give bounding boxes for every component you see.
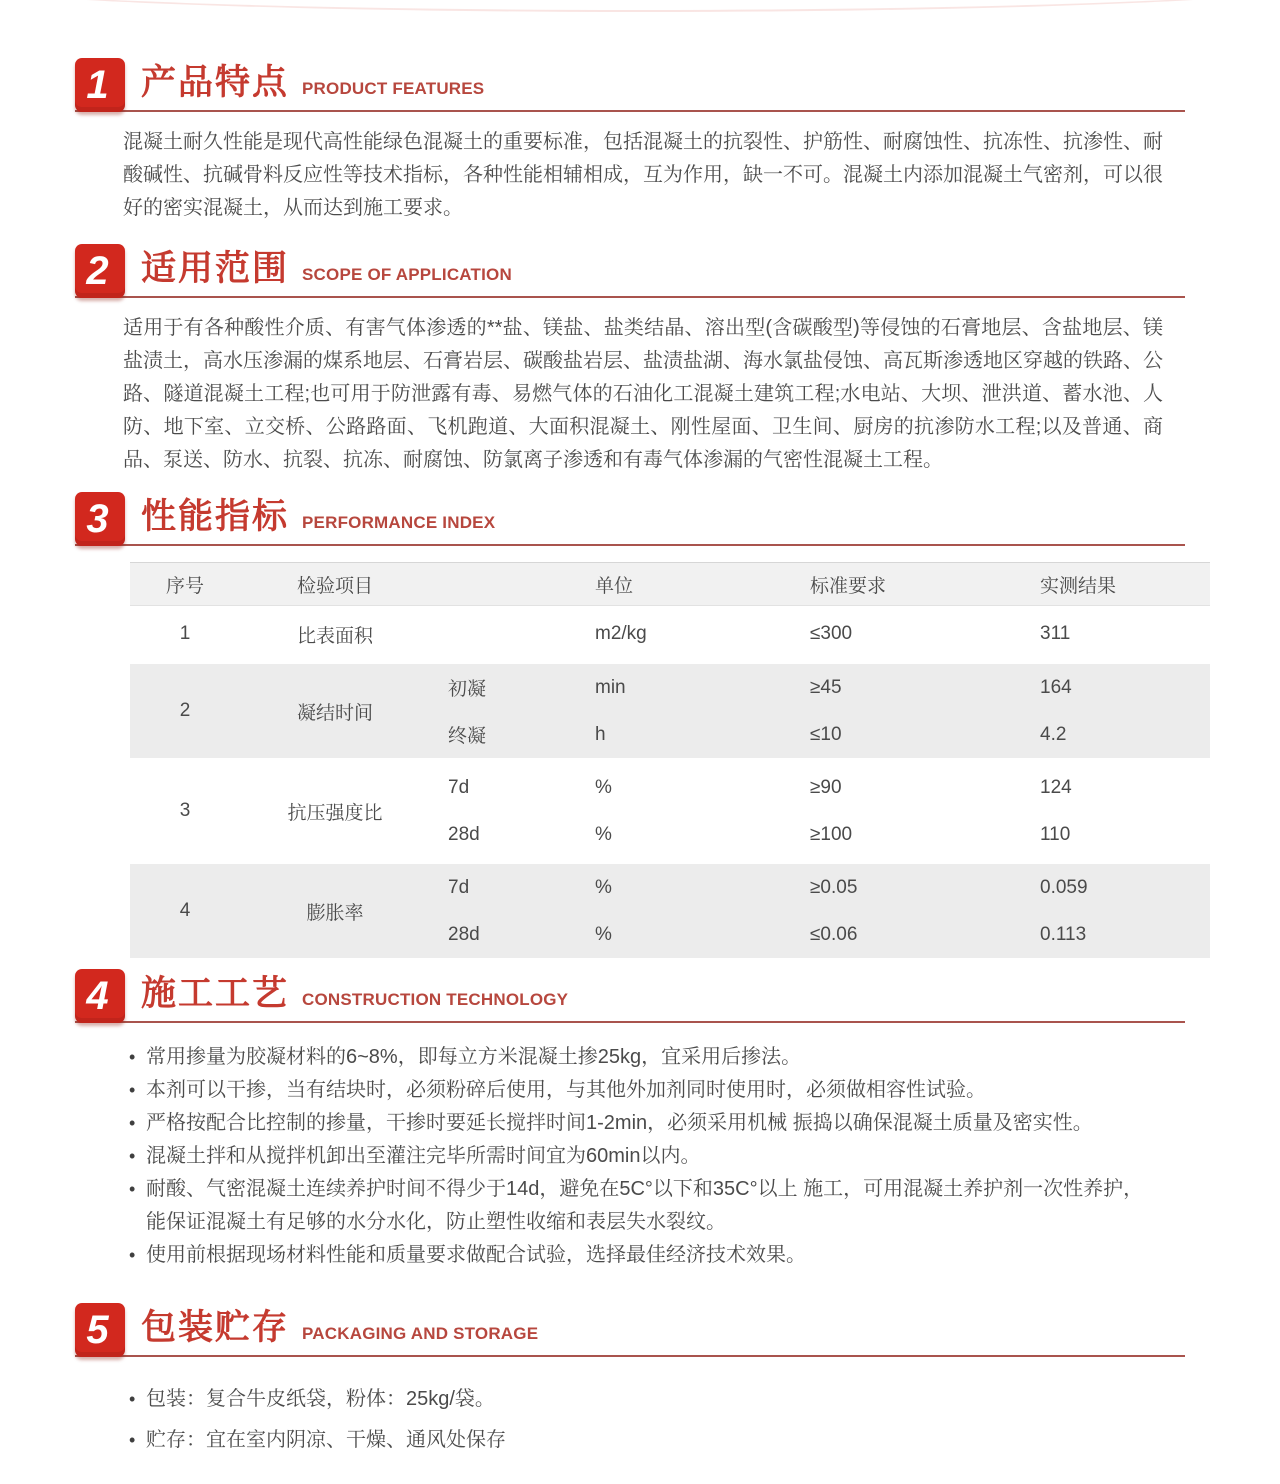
list-item: • 严格按配合比控制的掺量，干掺时要延长搅拌时间1-2min，必须采用机械 振捣以确保混凝土质量及密实性。 — [127, 1107, 1157, 1140]
section-number-badge — [75, 1303, 125, 1357]
section-titles — [141, 241, 512, 296]
section-title-zh: 性能指标 — [141, 497, 290, 536]
cell-sub: 终凝 — [448, 726, 487, 747]
cell-no: 4 — [179, 900, 191, 921]
cell-result: 124 — [1040, 776, 1072, 798]
cell-result: 0.059 — [1040, 876, 1088, 898]
cell-sub: 28d — [448, 923, 480, 945]
table-row — [130, 864, 1210, 958]
cell-sub: 7d — [448, 776, 470, 798]
list-item: • 耐酸、气密混凝土连续养护时间不得少于14d，避免在5C°以下和35C°以上 施工，可用混凝土养护剂一次性养护，能保证混凝土有足够的水分水化，防止塑性收缩和表层失水裂纹。 — [127, 1173, 1157, 1239]
cell-unit: % — [595, 923, 612, 945]
section-number-badge — [75, 969, 125, 1023]
cell-sub: 7d — [448, 876, 470, 898]
cell-req: ≤300 — [810, 623, 853, 644]
cell-req: ≥45 — [810, 676, 842, 698]
section-title-en: SCOPE OF APPLICATION — [302, 265, 512, 284]
table-row — [130, 610, 1210, 658]
cell-no: 3 — [179, 800, 191, 821]
col-header-unit: 单位 — [595, 575, 634, 597]
list-item: • 本剂可以干掺，当有结块时，必须粉碎后使用，与其他外加剂同时使用时，必须做相容性试验。 — [127, 1074, 1157, 1107]
cell-item: 膨胀率 — [306, 902, 364, 924]
cell-sub: 初凝 — [448, 679, 487, 700]
section-packaging-storage — [75, 1300, 1280, 1457]
cell-req: ≤0.06 — [810, 923, 858, 945]
cell-no: 2 — [179, 700, 191, 721]
col-header-result: 实测结果 — [1040, 575, 1117, 597]
list-item: • 常用掺量为胶凝材料的6~8%，即每立方米混凝土掺25kg，宜采用后掺法。 — [127, 1041, 1157, 1074]
section-header — [75, 966, 1185, 1023]
section-title-en: PRODUCT FEATURES — [302, 79, 485, 98]
section-product-features — [75, 0, 1280, 225]
section-number-badge — [75, 492, 125, 546]
section-title-zh: 适用范围 — [141, 249, 290, 288]
section-header — [75, 489, 1185, 546]
section-titles — [141, 966, 568, 1021]
cell-unit: m2/kg — [595, 623, 647, 644]
section-titles — [141, 489, 495, 544]
cell-result: 4.2 — [1040, 723, 1067, 745]
cell-req: ≤10 — [810, 723, 842, 745]
section-number-badge — [75, 244, 125, 298]
section-title-en: CONSTRUCTION TECHNOLOGY — [302, 990, 569, 1009]
section-header — [75, 55, 1185, 112]
list-item: • 贮存：宜在室内阴凉、干燥、通风处保存 — [127, 1424, 1157, 1457]
section-titles — [141, 55, 484, 110]
cell-result: 0.113 — [1040, 923, 1087, 945]
section-number-badge — [75, 58, 125, 112]
table-header-row — [130, 562, 1210, 606]
cell-result: 110 — [1040, 823, 1071, 845]
section-header — [75, 1300, 1185, 1357]
cell-unit: h — [595, 723, 606, 745]
section-title-zh: 产品特点 — [141, 63, 290, 102]
section-performance-index — [75, 489, 1280, 958]
cell-item: 凝结时间 — [296, 702, 373, 724]
section-number: 5 — [86, 1308, 109, 1352]
section-title-zh: 包装贮存 — [141, 1308, 290, 1347]
cell-result: 164 — [1040, 676, 1072, 698]
col-header-no: 序号 — [165, 575, 204, 597]
section-title-en: PACKAGING AND STORAGE — [302, 1324, 539, 1343]
col-header-item: 检验项目 — [296, 575, 373, 597]
section-number: 2 — [86, 249, 109, 293]
cell-no: 1 — [179, 623, 191, 644]
cell-result: 311 — [1040, 623, 1071, 644]
section-titles — [141, 1300, 538, 1355]
cell-unit: % — [595, 823, 612, 845]
section-paragraph: 适用于有各种酸性介质、有害气体渗透的**盐、镁盐、盐类结晶、溶出型(含碳酸型)等侵蚀的石膏地层、含盐地层、镁盐渍土，高水压渗漏的煤系地层、石膏岩层、碳酸盐岩层、盐渍盐湖、海水氯盐侵蚀、高瓦斯渗透地区穿越的铁路、公路、隧道混凝土工程;也可用于防泄露有毒、易燃气体的石油化工混凝土建筑工程;水电站、大坝、泄洪道、蓄水池、人防、地下室、立交桥、公路路面、飞机跑道、大面积混凝土、刚性屋面、卫生间、厨房的抗渗防水工程;以及普通、商品、泵送、防水、抗裂、抗冻、耐腐蚀、防氯离子渗透和有毒气体渗漏的气密性混凝土工程。 — [123, 317, 1163, 471]
section-number: 3 — [86, 497, 109, 541]
cell-sub — [430, 610, 560, 658]
section-paragraph: 混凝土耐久性能是现代高性能绿色混凝土的重要标准，包括混凝土的抗裂性、护筋性、耐腐蚀性、抗冻性、抗渗性、耐酸碱性、抗碱骨料反应性等技术指标，各种性能相辅相成，互为作用，缺一不可。混凝土内添加混凝土气密剂，可以很好的密实混凝土，从而达到施工要求。 — [123, 131, 1163, 219]
section-scope-of-application — [75, 241, 1280, 477]
section-number: 4 — [86, 974, 109, 1018]
cell-req: ≥100 — [810, 823, 853, 845]
construction-bullet-list — [127, 1041, 1157, 1272]
section-construction-technology — [75, 966, 1280, 1272]
section-number: 1 — [86, 63, 109, 107]
table-row — [130, 664, 1210, 758]
cell-req: ≥90 — [810, 776, 842, 798]
list-item: • 混凝土拌和从搅拌机卸出至灌注完毕所需时间宜为60min以内。 — [127, 1140, 1157, 1173]
list-item: • 使用前根据现场材料性能和质量要求做配合试验，选择最佳经济技术效果。 — [127, 1239, 1157, 1272]
cell-sub: 28d — [448, 823, 480, 845]
cell-unit: min — [595, 676, 626, 698]
col-header-req: 标准要求 — [810, 575, 887, 597]
cell-item: 比表面积 — [296, 625, 373, 647]
performance-table — [130, 562, 1210, 958]
cell-unit: % — [595, 776, 612, 798]
cell-unit: % — [595, 876, 612, 898]
section-title-en: PERFORMANCE INDEX — [302, 513, 496, 532]
list-item: • 包装：复合牛皮纸袋，粉体：25kg/袋。 — [127, 1383, 1157, 1416]
table-row — [130, 764, 1210, 858]
cell-req: ≥0.05 — [810, 876, 858, 898]
section-header — [75, 241, 1185, 298]
packaging-bullet-list — [127, 1383, 1157, 1457]
cell-item: 抗压强度比 — [287, 802, 383, 824]
section-title-zh: 施工工艺 — [141, 974, 290, 1013]
